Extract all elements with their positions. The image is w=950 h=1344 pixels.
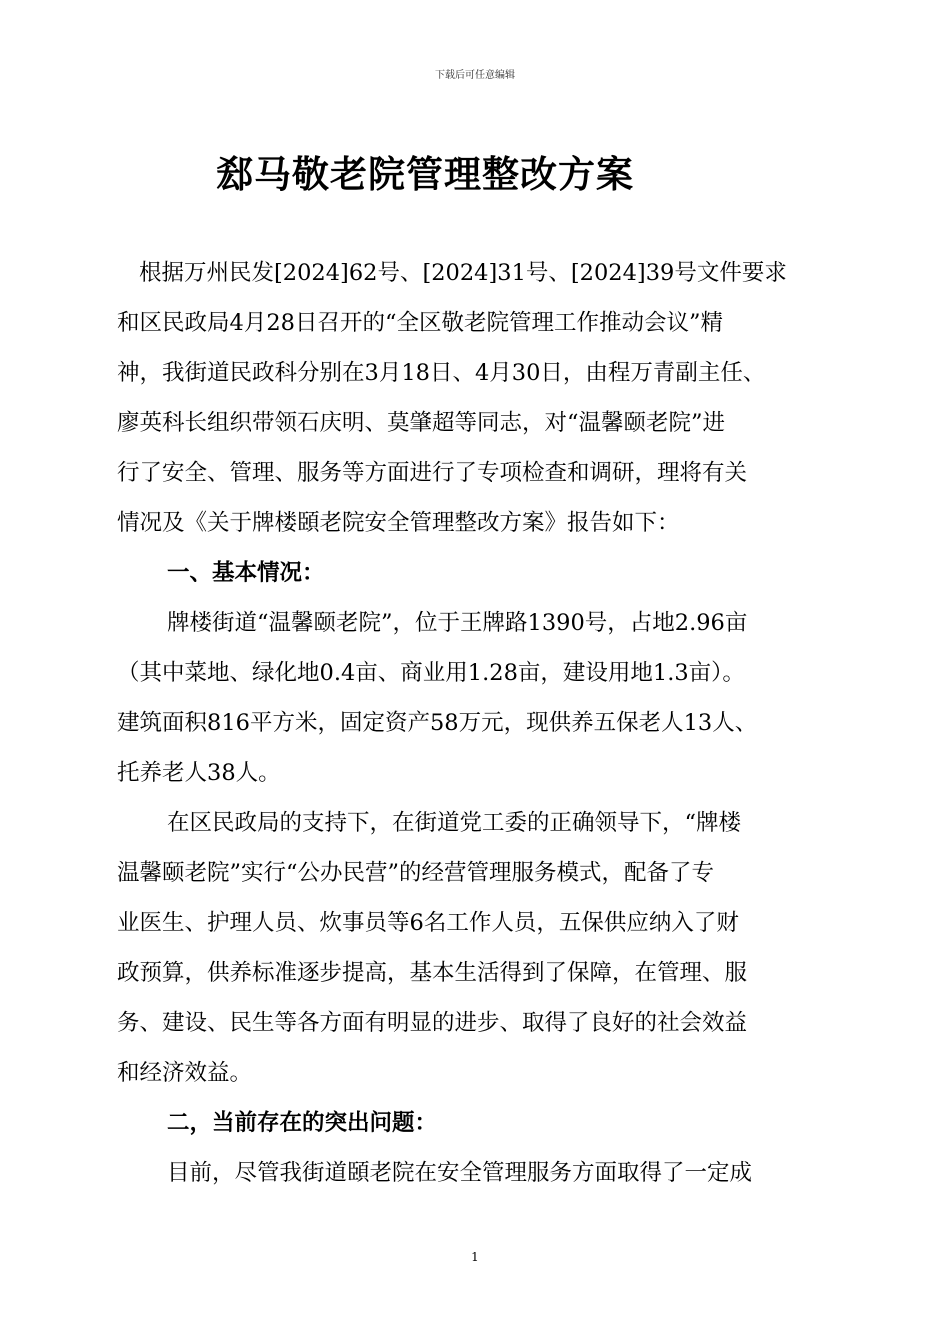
document-title: 郄马敬老院管理整改方案 <box>216 153 634 196</box>
paragraph-line: 在区民政局的支持下，在街道党工委的正确领导下，“牌楼 <box>167 810 742 836</box>
paragraph-line: 托养老人38人。 <box>117 760 281 786</box>
paragraph-line: 务、建设、民生等各方面有明显的进步、取得了良好的社会效益 <box>117 1010 748 1036</box>
paragraph-line: 目前，尽管我街道頣老院在安全管理服务方面取得了一定成 <box>167 1160 753 1186</box>
paragraph-line: （其中菜地、绿化地0.4亩、商业用1.28亩，建设用地1.3亩）。 <box>117 660 745 686</box>
intro-line: 廖英科长组织带领石庆明、莫肇超等同志，对“温馨颐老院”进 <box>117 410 726 436</box>
intro-line: 根据万州民发[2024]62号、[2024]31号、[2024]39号文件要求 <box>139 260 787 286</box>
paragraph-line: 业医生、护理人员、炊事员等6名工作人员，五保供应纳入了财 <box>117 910 739 936</box>
section-heading-current-problems: 二，当前存在的突出问题： <box>167 1110 438 1136</box>
intro-line: 和区民政局4月28日召开的“全区敬老院管理工作推动会议”精 <box>117 310 723 336</box>
section-heading-basic-situation: 一、基本情况： <box>167 560 325 586</box>
header-note: 下载后可任意编辑 <box>435 70 515 81</box>
intro-line: 神，我街道民政科分别在3月18日、4月30日，由程万青副主任、 <box>117 360 766 386</box>
intro-line: 行了安全、管理、服务等方面进行了专项检查和调研，理将有关 <box>117 460 748 486</box>
paragraph-line: 建筑面积816平方米，固定资产58万元，现供养五保老人13人、 <box>117 710 758 736</box>
document-body <box>117 252 857 1202</box>
paragraph-line: 政预算，供养标准逐步提高，基本生活得到了保障，在管理、服 <box>117 960 748 986</box>
page-number: 1 <box>471 1250 479 1264</box>
paragraph-line: 牌楼街道“温馨颐老院”，位于王牌路1390号，占地2.96亩 <box>167 610 748 636</box>
paragraph-line: 和经济效益。 <box>117 1060 253 1086</box>
intro-line: 情况及《关于牌楼頣老院安全管理整改方案》报告如下： <box>117 510 680 536</box>
paragraph-line: 温馨颐老院”实行“公办民营”的经营管理服务模式，配备了专 <box>117 860 715 886</box>
